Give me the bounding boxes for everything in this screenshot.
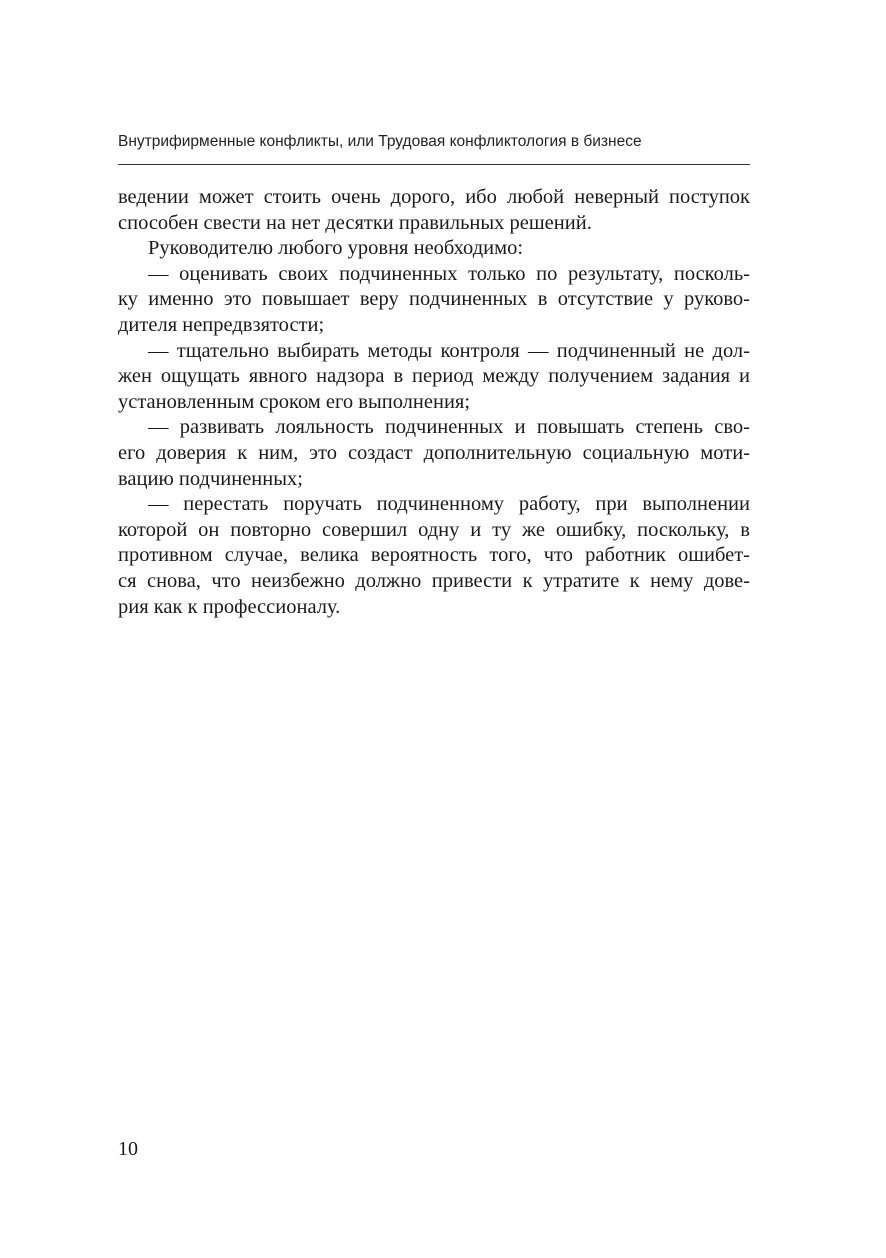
text-line: ся снова, что неизбежно должно привести к утратите к нему дове- xyxy=(118,569,750,592)
text-line: дителя непредвзятости; xyxy=(118,313,325,336)
body-text xyxy=(118,185,750,620)
running-head-title: Внутрифирменные конфликты, или Трудовая конфликтология в бизнесе xyxy=(118,133,642,150)
text-line: — тщательно выбирать методы контроля — подчиненный не дол- xyxy=(148,339,750,362)
text-line: — перестать поручать подчиненному работу, при выполнении xyxy=(148,493,750,516)
text-line: противном случае, велика вероятность того, что работник ошибет- xyxy=(118,544,750,567)
text-line: вацию подчиненных; xyxy=(118,467,303,490)
text-line: способен свести на нет десятки правильных решений. xyxy=(118,211,592,234)
text-line: ку именно это повышает веру подчиненных в отсутствие у руково- xyxy=(118,288,750,311)
text-line: ведении может стоить очень дорого, ибо любой неверный поступок xyxy=(118,186,750,208)
text-line: которой он повторно совершил одну и ту же ошибку, поскольку, в xyxy=(118,518,750,541)
text-line: — оценивать своих подчиненных только по результату, посколь- xyxy=(148,262,750,285)
text-line: установленным сроком его выполнения; xyxy=(118,390,471,413)
header-rule xyxy=(118,164,750,165)
text-line: рия как к профессионалу. xyxy=(118,595,341,618)
text-line: его доверия к ним, это создаст дополнительную социальную моти- xyxy=(118,441,750,464)
text-line: жен ощущать явного надзора в период между получением задания и xyxy=(118,365,750,388)
text-line: Руководителю любого уровня необходимо: xyxy=(148,237,524,260)
text-line: — развивать лояльность подчиненных и повышать степень сво- xyxy=(148,416,750,439)
page-number: 10 xyxy=(118,1138,138,1160)
